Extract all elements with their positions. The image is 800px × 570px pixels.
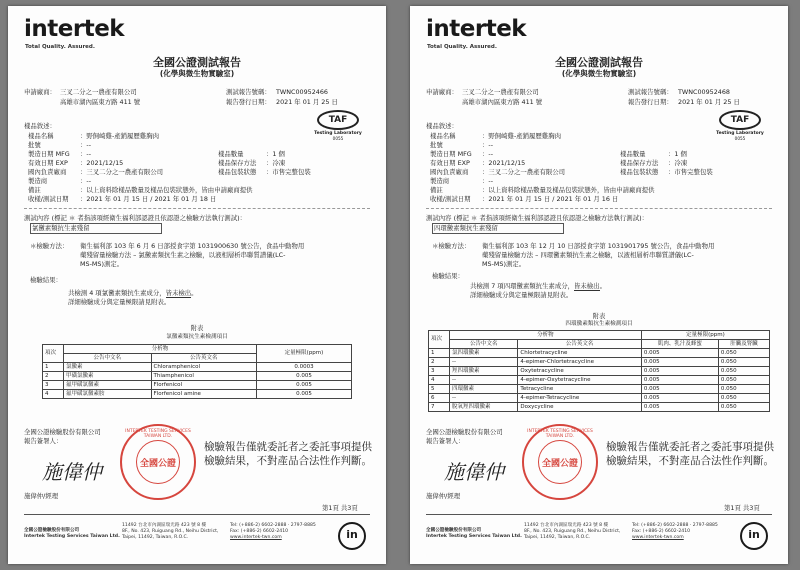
signer-label: 報告簽署人： xyxy=(426,437,465,445)
table-row: 5 四環黴素 Tetracycline 0.005 0.050 xyxy=(429,385,770,394)
method-line-1: 衛生福利部 103 年 12 月 10 日部授食字第 1031901795 號公告，食品中動物用 xyxy=(482,242,715,250)
qty-label: 樣品數量 xyxy=(218,150,244,158)
footer-company: 全國公證檢驗股份有限公司 xyxy=(426,528,482,533)
applicant-name: 三叉二分之一農產有限公司 xyxy=(60,88,137,96)
footer-website-link[interactable]: www.intertek-twn.com xyxy=(632,535,684,540)
sample-name: 野飼崎雞-產銷履歷雞胸肉 xyxy=(86,132,159,140)
stamp-center-text: 全國公證 xyxy=(139,459,176,469)
package-label: 樣品包裝狀態 xyxy=(620,168,659,176)
recv-label: 收樣/測試日期 xyxy=(430,195,471,203)
table-row: 2 甲磺氯黴素 Thiamphenicol 0.005 xyxy=(43,372,352,381)
result-not-detected: 皆未檢出 xyxy=(165,289,192,297)
note-value: 以上資料除樣品數量及樣品包裝狀態外，皆由申請廠商提供 xyxy=(488,186,655,194)
table-row: 1 氯四環黴素 Chlortetracycline 0.005 0.050 xyxy=(429,349,770,358)
method-label: ＊檢驗方法： xyxy=(432,242,471,250)
intertek-tagline: Total Quality. Assured. xyxy=(427,44,497,50)
footer-company-en: Intertek Testing Services Taiwan Ltd. xyxy=(426,534,522,539)
applicant-label: 申請廠商： xyxy=(24,88,56,96)
test-item: 四環黴素類抗生素殘留 xyxy=(434,224,498,232)
taf-logo: TAF xyxy=(719,110,761,130)
batch-label: 批號 xyxy=(430,141,443,149)
result-line-2: 詳細檢驗成分與定量極限請見附表。 xyxy=(470,291,573,299)
footer-fax: Fax: (+886-2) 6602-2410 xyxy=(230,529,289,534)
sample-desc-label: 樣品敘述： xyxy=(24,122,56,130)
report-date: 2021 年 01 月 25 日 xyxy=(276,98,338,106)
appendix-label: 附表 xyxy=(190,324,204,332)
col-loq: 定量極限(ppm) xyxy=(641,331,769,340)
col-meat-milk-honey: 肌肉、乳汁及蜂蜜 xyxy=(641,340,718,349)
footer-fax: Fax: (+886-2) 6602-2410 xyxy=(632,529,691,534)
storage-label: 樣品保存方法 xyxy=(218,159,257,167)
company-name: 全國公證檢驗股份有限公司 xyxy=(24,428,101,436)
table-row: 2 -- 4-epimer-Chlortetracycline 0.005 0.050 xyxy=(429,358,770,367)
appendix-label: 附表 xyxy=(592,312,606,320)
stamp-ring-text: INTERTEK TESTING SERVICES TAIWAN LTD. xyxy=(527,429,593,439)
table-row: 1 氯黴素 Chloramphenicol 0.0003 xyxy=(43,363,352,372)
appendix-title: 四環黴素類抗生素檢測項目 xyxy=(565,321,633,327)
result-not-detected: 皆未檢出 xyxy=(574,282,600,290)
sample-name: 野飼崎雞-產銷履歷雞胸肉 xyxy=(488,132,561,140)
storage-value: 冷凍 xyxy=(272,159,286,167)
footer-divider xyxy=(426,514,772,515)
table-row: 6 -- 4-epimer-Tetracycline 0.005 0.050 xyxy=(429,394,770,403)
method-line-3: MS-MS)測定。 xyxy=(80,260,124,268)
col-en-name: 公告英文名 xyxy=(151,354,257,363)
table-row: 4 -- 4-epimer-Oxytetracycline 0.005 0.050 xyxy=(429,376,770,385)
footer-tel: Tel: (+886-2) 6602-2888 · 2797-8885 xyxy=(230,523,316,528)
result-line-1: 共檢測 4 項氯黴素類抗生素成分， xyxy=(68,289,166,297)
method-line-2: 藥殘留量檢驗方法 – 氯黴素類抗生素之檢驗，以液相層析串聯質譜儀(LC- xyxy=(80,251,286,259)
method-line-2: 藥殘留量檢驗方法 – 四環黴素類抗生素之檢驗，以液相層析串聯質譜儀(LC- xyxy=(482,251,694,259)
package-label: 樣品包裝狀態 xyxy=(218,168,257,176)
footer-address-3: Taipei, 11492, Taiwan, R.O.C. xyxy=(524,535,591,540)
table-row: 3 羥四環黴素 Oxytetracycline 0.005 0.050 xyxy=(429,367,770,376)
report-no-label: 測試報告號碼： xyxy=(226,88,271,96)
footer-address-1: 11492 台北市內湖區瑞光路 423 號 8 樓 xyxy=(122,523,207,528)
intertek-in-logo: in xyxy=(740,522,768,550)
maker-label: 製造商 xyxy=(28,177,48,185)
qty-value: 1 個 xyxy=(674,150,687,158)
result-label: 檢驗結果： xyxy=(432,272,464,280)
intertek-tagline: Total Quality. Assured. xyxy=(25,44,95,50)
report-date-label: 報告發行日期： xyxy=(226,98,271,106)
report-subtitle: (化學與微生物實驗室) xyxy=(159,69,235,78)
test-item: 氯黴素類抗生素殘留 xyxy=(32,224,90,232)
maker-value: -- xyxy=(488,177,494,185)
intertek-logo: intertek xyxy=(426,16,527,42)
package-value: 市售完整包裝 xyxy=(272,168,311,176)
result-label: 檢驗結果： xyxy=(30,276,62,284)
applicant-label: 申請廠商： xyxy=(426,88,458,96)
page-number: 第1頁 共3頁 xyxy=(322,504,358,512)
table-row: 7 脫氧羥四環黴素 Doxycycline 0.005 0.050 xyxy=(429,403,770,412)
recv-value: 2021 年 01 月 15 日 / 2021 年 01 月 18 日 xyxy=(86,195,217,203)
maker-value: -- xyxy=(86,177,92,185)
company-seal-stamp xyxy=(522,424,598,500)
applicant-address: 高雄市湖內區東方路 411 號 xyxy=(462,98,543,106)
signer-title: 施偉仲/經理 xyxy=(24,492,59,500)
col-analyte: 分析物 xyxy=(450,331,642,340)
note-label: 備註 xyxy=(430,186,443,194)
exp-value: 2021/12/15 xyxy=(488,159,526,167)
report-page-tetracycline: intertek Total Quality. Assured. 全國公證測試報告 (化學與微生物實驗室) 申請廠商： 三叉二分之一農產有限公司 高雄市湖內區東方路 411 號 測試報告號碼： TWNC00952468 報告發行日期： 2021 年 01 月 25 日 TAF Testing Laboratory 0055 樣品敘述： 樣品名稱 ：野飼崎雞-產銷履歷雞胸肉 批號 ：-- 製造日期 MFG ：-- 有效日期 EXP ：2021/12/15 國內負責廠商 ：三叉二分之一農產有限公司 製造商 ：-- 備註 ：以上資料除樣品數量及樣品包裝狀態外，皆由申請廠商提供 收樣/測試日期 ：2021 年 01 月 15 日 / 2021 年 01 月 16 日 樣品數量 ：1 個 樣品保存方法 ：冷凍 樣品包裝狀態 ：市售完整包裝 測試內容 (標記 ＊ 者指該項經衛生福利部認證且依認證之檢驗方法執行測試)： 四環黴素類抗生素殘留 ＊檢驗方法： 衛生福利部 103 年 12 月 10 日部授食字第 1031901795 號公告，食品中動物用 藥殘留量檢驗方法 – 四環黴素類抗生素之檢驗，以液相層析串聯質譜儀(LC- MS-MS)測定。 檢驗結果： 共檢測 7 項四環黴素類抗生素成分，皆未檢出。 詳細檢驗成分與定量極限請見附表。 附表 四環黴素類抗生素檢測項目 項次 分析物 定量極限(ppm) 公告中文名 公告英文名 肌肉、乳汁及蜂蜜 肝臟及腎臟 1 氯四環黴素 Chlortetracycline 0.005 0.050 2 -- 4-epimer-Chlortetracycline 0.005 0.050 3 羥四環黴素 Oxytetracycline 0.005 0.050 4 -- 4-epimer-Oxytetracycline 0.005 0.050 5 四環黴素 Tetracycline 0.005 0.050 6 -- 4-epimer-Tetracycline 0.005 0.050 7 脫氧羥四環黴素 Doxycycline 0.005 0.050 全國公證檢驗股份有限公司 報告簽署人： 施偉仲 INTERTEK TESTING SERVICES TAIWAN LTD. 全國公證 檢驗報告僅就委託者之委託事項提供 檢驗結果，不對產品合法性作判斷。 施偉仲/經理 第1頁 共3頁 全國公證檢驗股份有限公司 Intertek Testing Services Taiwan Ltd. 11492 台北市內湖區瑞光路 423 號 8 樓 8F., No. 423, Ruiguang Rd., Neihu District, Taipei, 11492, Taiwan, R.O.C. Tel: (+886-2) 6602-2888 · 2797-8885 Fax: (+886-2) 6602-2410 www.intertek-twn.com in xyxy=(410,6,788,564)
sample-name-label: 樣品名稱 xyxy=(28,132,54,140)
footer-address-1: 11492 台北市內湖區瑞光路 423 號 8 樓 xyxy=(524,523,609,528)
footer-company-en: Intertek Testing Services Taiwan Ltd. xyxy=(24,534,120,539)
stamp-center-text: 全國公證 xyxy=(541,459,578,469)
section-divider xyxy=(24,208,370,209)
batch-value: -- xyxy=(488,141,494,149)
exp-label: 有效日期 EXP xyxy=(28,159,68,167)
signature: 施偉仲 xyxy=(42,460,102,484)
footer-divider xyxy=(24,514,370,515)
method-line-1: 衛生福利部 103 年 6 月 6 日部授食字第 1031900630 號公告，食品中動物用 xyxy=(80,242,305,250)
table-row: 4 氟甲磺氯黴素胺 Florfenicol amine 0.005 xyxy=(43,390,352,399)
mfg-value: -- xyxy=(86,150,92,158)
report-page-chloramphenicol: intertek Total Quality. Assured. 全國公證測試報告 (化學與微生物實驗室) 申請廠商： 三叉二分之一農產有限公司 高雄市湖內區東方路 411 號 測試報告號碼： TWNC00952466 報告發行日期： 2021 年 01 月 25 日 TAF Testing Laboratory 0055 樣品敘述： 樣品名稱 ：野飼崎雞-產銷履歷雞胸肉 批號 ：-- 製造日期 MFG ：-- 有效日期 EXP ：2021/12/15 國內負責廠商 ：三叉二分之一農產有限公司 製造商 ：-- 備註 ：以上資料除樣品數量及樣品包裝狀態外，皆由申請廠商提供 收樣/測試日期 ：2021 年 01 月 15 日 / 2021 年 01 月 18 日 樣品數量 ：1 個 樣品保存方法 ：冷凍 樣品包裝狀態 ：市售完整包裝 測試內容 (標記 ＊ 者指該項經衛生福利部認證且依認證之檢驗方法執行測試)： 氯黴素類抗生素殘留 ＊檢驗方法： 衛生福利部 103 年 6 月 6 日部授食字第 1031900630 號公告，食品中動物用 藥殘留量檢驗方法 – 氯黴素類抗生素之檢驗，以液相層析串聯質譜儀(LC- MS-MS)測定。 檢驗結果： 共檢測 4 項氯黴素類抗生素成分，皆未檢出。 詳細檢驗成分與定量極限請見附表。 附表 氯黴素類抗生素檢測項目 項次 分析物 定量極限(ppm) 公告中文名 公告英文名 1 氯黴素 Chloramphenicol 0.0003 2 甲磺氯黴素 Thiamphenicol 0.005 3 氟甲磺氯黴素 Florfenicol 0.005 4 氟甲磺氯黴素胺 Florfenicol amine 0.005 全國公證檢驗股份有限公司 報告簽署人： 施偉仲 INTERTEK TESTING SERVICES TAIWAN LTD. 全國公證 檢驗報告僅就委託者之委託事項提供 檢驗結果，不對產品合法性作判斷。 施偉仲/經理 第1頁 共3頁 全國公證檢驗股份有限公司 Intertek Testing Services Taiwan Ltd. 11492 台北市內湖區瑞光路 423 號 8 樓 8F., No. 423, Ruiguang Rd., Neihu District, Taipei, 11492, Taiwan, R.O.C. Tel: (+886-2) 6602-2888 · 2797-8885 Fax: (+886-2) 6602-2410 www.intertek-twn.com in xyxy=(8,6,386,564)
signature: 施偉仲 xyxy=(444,460,504,484)
col-en-name: 公告英文名 xyxy=(518,340,641,349)
report-no-label: 測試報告號碼： xyxy=(628,88,673,96)
report-title: 全國公證測試報告 xyxy=(153,56,241,69)
recv-value: 2021 年 01 月 15 日 / 2021 年 01 月 16 日 xyxy=(488,195,619,203)
report-no: TWNC00952468 xyxy=(678,88,730,96)
test-items-label: 測試內容 (標記 ＊ 者指該項經衛生福利部認證且依認證之檢驗方法執行測試)： xyxy=(426,214,648,222)
mfg-value: -- xyxy=(488,150,494,158)
signer-label: 報告簽署人： xyxy=(24,437,63,445)
applicant-name: 三叉二分之一農產有限公司 xyxy=(462,88,539,96)
batch-label: 批號 xyxy=(28,141,41,149)
results-table xyxy=(42,344,352,399)
table-row: 3 氟甲磺氯黴素 Florfenicol 0.005 xyxy=(43,381,352,390)
taf-accreditation-mark xyxy=(312,110,364,141)
footer-address-2: 8F., No. 423, Ruiguang Rd., Neihu District, xyxy=(524,529,621,534)
disclaimer-line-1: 檢驗報告僅就委託者之委託事項提供 xyxy=(204,441,372,453)
footer-tel: Tel: (+886-2) 6602-2888 · 2797-8885 xyxy=(632,523,718,528)
col-cn-name: 公告中文名 xyxy=(450,340,518,349)
mfg-label: 製造日期 MFG xyxy=(28,150,70,158)
disclaimer-line-1: 檢驗報告僅就委託者之委託事項提供 xyxy=(606,441,774,453)
domestic-label: 國內負責廠商 xyxy=(28,168,67,176)
intertek-logo: intertek xyxy=(24,16,125,42)
taf-accreditation-mark xyxy=(714,110,766,141)
signer-title: 施偉仲/經理 xyxy=(426,492,461,500)
taf-logo: TAF xyxy=(317,110,359,130)
col-item: 項次 xyxy=(43,345,64,363)
footer-address-3: Taipei, 11492, Taiwan, R.O.C. xyxy=(122,535,189,540)
storage-label: 樣品保存方法 xyxy=(620,159,659,167)
company-seal-stamp xyxy=(120,424,196,500)
report-date: 2021 年 01 月 25 日 xyxy=(678,98,740,106)
batch-value: -- xyxy=(86,141,92,149)
footer-website-link[interactable]: www.intertek-twn.com xyxy=(230,535,282,540)
exp-value: 2021/12/15 xyxy=(86,159,124,167)
domestic-label: 國內負責廠商 xyxy=(430,168,469,176)
qty-label: 樣品數量 xyxy=(620,150,646,158)
col-item: 項次 xyxy=(429,331,450,349)
results-table xyxy=(428,330,770,412)
col-liver-kidney: 肝臟及腎臟 xyxy=(718,340,769,349)
method-label: ＊檢驗方法： xyxy=(30,242,69,250)
package-value: 市售完整包裝 xyxy=(674,168,713,176)
report-date-label: 報告發行日期： xyxy=(628,98,673,106)
report-title: 全國公證測試報告 xyxy=(555,56,643,69)
sample-desc-label: 樣品敘述： xyxy=(426,122,458,130)
taf-number: 0055 xyxy=(734,136,746,141)
report-subtitle: (化學與微生物實驗室) xyxy=(561,69,637,78)
intertek-in-logo: in xyxy=(338,522,366,550)
col-cn-name: 公告中文名 xyxy=(64,354,152,363)
taf-number: 0055 xyxy=(332,136,344,141)
test-items-label: 測試內容 (標記 ＊ 者指該項經衛生福利部認證且依認證之檢驗方法執行測試)： xyxy=(24,214,246,222)
mfg-label: 製造日期 MFG xyxy=(430,150,472,158)
result-line-2: 詳細檢驗成分與定量極限請見附表。 xyxy=(68,298,171,306)
maker-label: 製造商 xyxy=(430,177,450,185)
domestic-value: 三叉二分之一農產有限公司 xyxy=(488,168,566,176)
disclaimer-line-2: 檢驗結果，不對產品合法性作判斷。 xyxy=(606,455,774,467)
exp-label: 有效日期 EXP xyxy=(430,159,470,167)
domestic-value: 三叉二分之一農產有限公司 xyxy=(86,168,164,176)
company-name: 全國公證檢驗股份有限公司 xyxy=(426,428,503,436)
note-label: 備註 xyxy=(28,186,41,194)
taf-lab-text: Testing Laboratory xyxy=(314,131,362,136)
result-line-1: 共檢測 7 項四環黴素類抗生素成分， xyxy=(470,282,574,290)
note-value: 以上資料除樣品數量及樣品包裝狀態外，皆由申請廠商提供 xyxy=(86,186,253,194)
col-loq: 定量極限(ppm) xyxy=(257,345,352,363)
recv-label: 收樣/測試日期 xyxy=(28,195,69,203)
method-line-3: MS-MS)測定。 xyxy=(482,260,526,268)
report-no: TWNC00952466 xyxy=(276,88,328,96)
footer-company: 全國公證檢驗股份有限公司 xyxy=(24,528,80,533)
section-divider xyxy=(426,208,772,209)
page-number: 第1頁 共3頁 xyxy=(724,504,760,512)
applicant-address: 高雄市湖內區東方路 411 號 xyxy=(60,98,141,106)
storage-value: 冷凍 xyxy=(674,159,688,167)
stamp-ring-text: INTERTEK TESTING SERVICES TAIWAN LTD. xyxy=(125,429,191,439)
appendix-title: 氯黴素類抗生素檢測項目 xyxy=(166,334,228,340)
footer-address-2: 8F., No. 423, Ruiguang Rd., Neihu District, xyxy=(122,529,219,534)
qty-value: 1 個 xyxy=(272,150,285,158)
taf-lab-text: Testing Laboratory xyxy=(716,131,764,136)
col-analyte: 分析物 xyxy=(64,345,257,354)
disclaimer-line-2: 檢驗結果，不對產品合法性作判斷。 xyxy=(204,455,372,467)
sample-name-label: 樣品名稱 xyxy=(430,132,456,140)
